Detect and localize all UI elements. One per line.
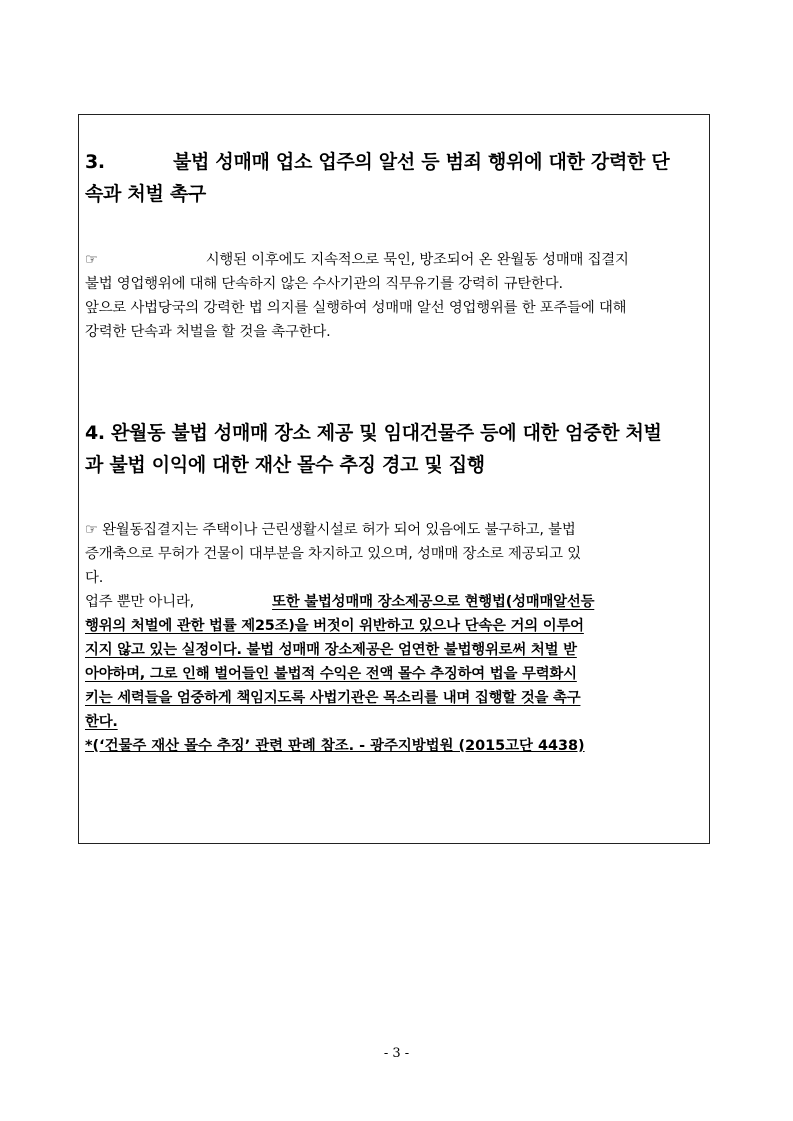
section-4-p1-line3: 다. <box>85 570 104 586</box>
pointing-hand-icon: ☞ <box>85 252 98 268</box>
section-3 <box>85 146 705 210</box>
section-4-p2-line1 <box>85 590 705 614</box>
section-4-number: 4. <box>85 422 105 444</box>
section-4-heading <box>85 417 705 449</box>
section-3-p1-text: 시행된 이후에도 지속적으로 묵인, 방조되어 온 완월동 성매매 집결지 <box>205 252 629 268</box>
section-3-p1-line1 <box>85 248 705 272</box>
section-4-p2-bold-line1: 또한 불법성매매 장소제공으로 현행법(성매매알선등 <box>272 594 595 610</box>
section-4-p2-bold-line5: 키는 세력들을 엄중하게 책임지도록 사법기관은 목소리를 내며 집행할 것을 촉구 <box>85 690 581 706</box>
section-4-p1-text: 완월동집결지는 주택이나 근린생활시설로 허가 되어 있음에도 불구하고, 불법 <box>102 522 576 538</box>
section-4-p2-bold-line3: 지지 않고 있는 실정이다. 불법 성매매 장소제공은 엄연한 불법행위로써 처벌 받 <box>85 642 577 658</box>
page-number: - 3 - <box>383 1046 410 1061</box>
section-3-body <box>85 248 705 344</box>
section-4-p2-lead: 업주 뿐만 아니라, <box>85 594 195 610</box>
section-3-p1-line2: 불법 영업행위에 대해 단속하지 않은 수사기관의 직무유기를 강력히 규탄한다. <box>85 276 563 292</box>
section-4-reference: *(‘건물주 재산 몰수 추징’ 관련 판례 참조. - 광주지방법원 (2015고단 4438) <box>85 738 585 754</box>
section-3-title-line1: 불법 성매매 업소 업주의 알선 등 범죄 행위에 대한 강력한 단 <box>173 151 670 173</box>
pointing-hand-icon: ☞ <box>85 522 98 538</box>
section-4-title-line2: 과 불법 이익에 대한 재산 몰수 추징 경고 및 집행 <box>85 454 485 476</box>
section-4-p1-line2: 증개축으로 무허가 건물이 대부분을 차지하고 있으며, 성매매 장소로 제공되고 있 <box>85 546 581 562</box>
section-4-title-line1: 완월동 불법 성매매 장소 제공 및 임대건물주 등에 대한 엄중한 처벌 <box>111 422 662 444</box>
section-4-p2-bold-line2: 행위의 처벌에 관한 법률 제25조)을 버젓이 위반하고 있으나 단속은 거의 이루어 <box>85 618 584 634</box>
section-4-p2-bold-line6: 한다. <box>85 714 118 730</box>
section-4-body <box>85 518 705 758</box>
section-4 <box>85 417 705 481</box>
section-3-p2-line2: 강력한 단속과 처벌을 할 것을 촉구한다. <box>85 324 331 340</box>
section-3-number: 3. <box>85 151 105 173</box>
section-3-p2-line1: 앞으로 사법당국의 강력한 법 의지를 실행하여 성매매 알선 영업행위를 한 포주들에 대해 <box>85 300 627 316</box>
section-3-heading <box>85 146 705 178</box>
section-4-p1-line1 <box>85 518 705 542</box>
section-4-p2-bold-line4: 아야하며, 그로 인해 벌어들인 불법적 수익은 전액 몰수 추징하여 법을 무력화시 <box>85 666 577 682</box>
section-3-title-line2: 속과 처벌 촉구 <box>85 183 206 205</box>
